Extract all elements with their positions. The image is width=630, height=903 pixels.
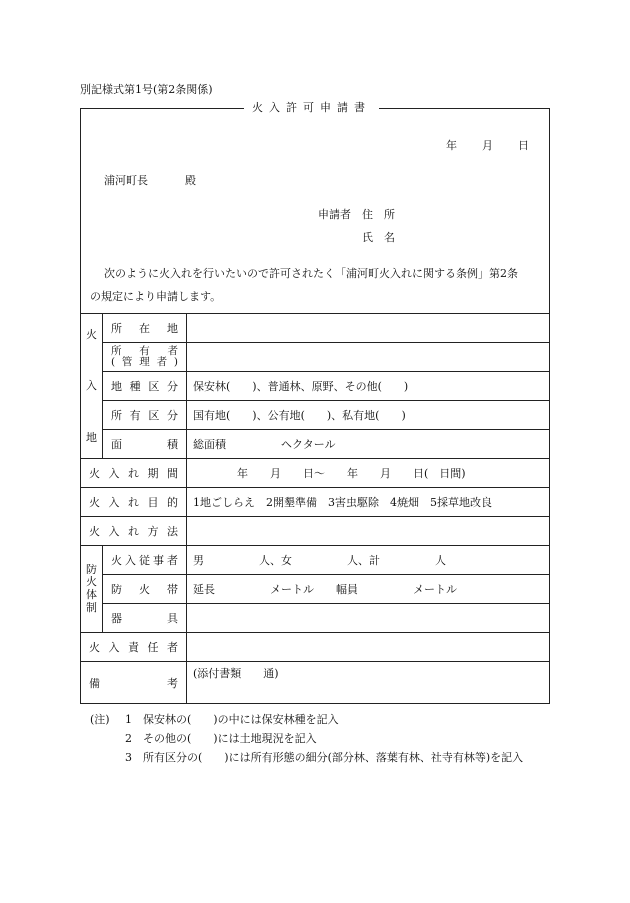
purpose-value[interactable]: 1地ごしらえ 2開墾準備 3害虫駆除 4焼畑 5採草地改良 — [187, 488, 550, 517]
row-area — [81, 430, 550, 459]
application-table — [80, 313, 550, 704]
equipment-value[interactable] — [187, 604, 550, 633]
notes-header: (注) — [90, 713, 110, 726]
addressee-suffix: 殿 — [185, 174, 196, 187]
note-text: その他の( )には土地現況を記入 — [143, 732, 317, 745]
row-method — [81, 517, 550, 546]
owner-value[interactable] — [187, 343, 550, 372]
period-value[interactable]: 年 月 日〜 年 月 日( 日間) — [187, 459, 550, 488]
equipment-label: 器具 — [103, 604, 187, 633]
prevention-group-char: 制 — [86, 600, 97, 614]
row-equipment — [81, 604, 550, 633]
land-category-value[interactable]: 保安林( )、普通林、原野、その他( ) — [187, 372, 550, 401]
intro-line-2: の規定により申請します。 — [90, 290, 222, 303]
firebreak-value[interactable]: 延長 メートル 幅員 メートル — [187, 575, 550, 604]
row-land-category — [81, 372, 550, 401]
owner-label — [103, 343, 187, 372]
addressee-name: 浦河町長 — [104, 174, 148, 187]
land-category-label: 地種区分 — [103, 372, 187, 401]
responsible-value[interactable] — [187, 633, 550, 662]
note-num: 1 — [125, 713, 132, 726]
prevention-group-char: 防 — [86, 562, 97, 576]
method-value[interactable] — [187, 517, 550, 546]
row-location — [81, 314, 550, 343]
workers-value[interactable]: 男 人、女 人、計 人 — [187, 546, 550, 575]
row-owner — [81, 343, 550, 372]
workers-label: 火入従事者 — [103, 546, 187, 575]
prevention-group-label — [81, 546, 103, 633]
location-value[interactable] — [187, 314, 550, 343]
applicant-address-label: 住 所 — [362, 208, 395, 221]
prevention-group-char: 体 — [86, 588, 97, 601]
date-day: 日 — [518, 139, 529, 152]
row-purpose — [81, 488, 550, 517]
remarks-value[interactable]: (添付書類 通) — [187, 662, 550, 704]
note-num: 2 — [125, 732, 132, 745]
row-remarks — [81, 662, 550, 704]
owner-label-line1: 所有者 — [111, 344, 178, 357]
remarks-label: 備考 — [81, 662, 187, 704]
location-label: 所在地 — [103, 314, 187, 343]
land-group-char: 地 — [86, 430, 97, 444]
note-text: 所有区分の( )には所有形態の細分(部分林、落葉有林、社寺有林等)を記入 — [143, 751, 524, 764]
responsible-label: 火入責任者 — [81, 633, 187, 662]
form-title: 火入許可申請書 — [244, 101, 379, 115]
applicant-name-label: 氏 名 — [362, 231, 395, 244]
form-id: 別記様式第1号(第2条関係) — [80, 83, 213, 96]
intro-line-1: 次のように火入れを行いたいので許可されたく「浦河町火入れに関する条例」第2条 — [104, 267, 518, 280]
purpose-label: 火入れ目的 — [81, 488, 187, 517]
note-text: 保安林の( )の中には保安林種を記入 — [143, 713, 339, 726]
land-group-char: 入 — [86, 379, 97, 393]
method-label: 火入れ方法 — [81, 517, 187, 546]
ownership-category-value[interactable]: 国有地( )、公有地( )、私有地( ) — [187, 401, 550, 430]
row-responsible — [81, 633, 550, 662]
period-label: 火入れ期間 — [81, 459, 187, 488]
row-ownership-category — [81, 401, 550, 430]
area-value[interactable]: 総面積 ヘクタール — [187, 430, 550, 459]
land-group-char: 火 — [86, 328, 97, 341]
date-month: 月 — [482, 139, 493, 152]
area-label: 面積 — [103, 430, 187, 459]
note-num: 3 — [125, 751, 132, 764]
firebreak-label: 防火帯 — [103, 575, 187, 604]
prevention-group-char: 火 — [86, 575, 97, 589]
row-period — [81, 459, 550, 488]
row-firebreak — [81, 575, 550, 604]
owner-label-line2: (管理者) — [111, 356, 178, 368]
row-workers — [81, 546, 550, 575]
applicant-label: 申請者 — [318, 208, 351, 221]
date-year: 年 — [446, 139, 457, 152]
ownership-category-label: 所有区分 — [103, 401, 187, 430]
land-group-label — [81, 314, 103, 459]
